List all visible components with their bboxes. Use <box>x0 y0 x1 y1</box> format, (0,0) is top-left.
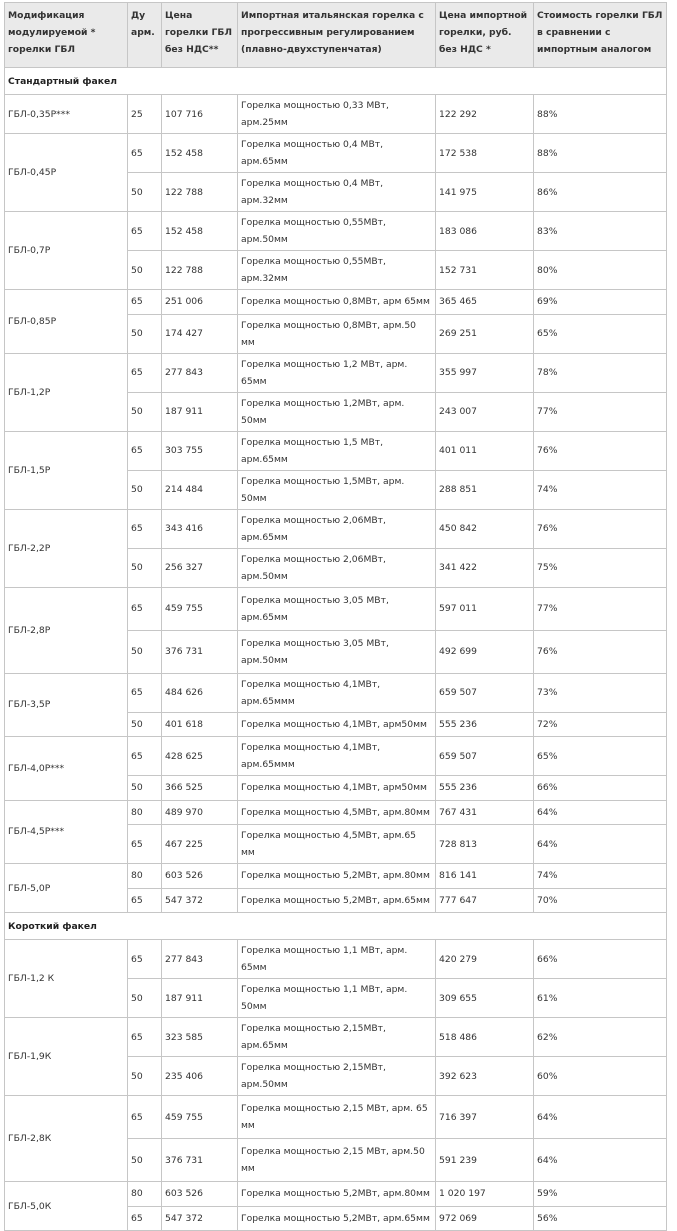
price-cell: 256 327 <box>162 548 238 587</box>
model-name-cell: ГБЛ-2,8К <box>5 1096 128 1182</box>
price-cell: 343 416 <box>162 509 238 548</box>
du-cell: 65 <box>128 1206 162 1231</box>
du-cell: 50 <box>128 314 162 353</box>
du-cell: 50 <box>128 1139 162 1182</box>
section-title: Стандартный факел <box>5 68 667 95</box>
import-price-cell: 659 507 <box>436 673 534 712</box>
section-title: Короткий факел <box>5 913 667 940</box>
ratio-cell: 70% <box>534 888 667 913</box>
ratio-cell: 83% <box>534 212 667 251</box>
du-cell: 65 <box>128 134 162 173</box>
ratio-cell: 78% <box>534 353 667 392</box>
price-cell: 547 372 <box>162 1206 238 1231</box>
table-row <box>5 940 667 979</box>
ratio-cell: 64% <box>534 1139 667 1182</box>
du-cell: 65 <box>128 353 162 392</box>
model-name-cell: ГБЛ-2,8Р <box>5 587 128 673</box>
analog-cell: Горелка мощностью 5,2МВт, арм.80мм <box>238 1182 436 1207</box>
import-price-cell: 309 655 <box>436 979 534 1018</box>
price-cell: 107 716 <box>162 95 238 134</box>
du-cell: 65 <box>128 1096 162 1139</box>
du-cell: 80 <box>128 800 162 825</box>
analog-cell: Горелка мощностью 0,4 МВт, арм.65мм <box>238 134 436 173</box>
price-cell: 401 618 <box>162 712 238 737</box>
analog-cell: Горелка мощностью 1,5 МВт, арм.65мм <box>238 431 436 470</box>
analog-cell: Горелка мощностью 3,05 МВт, арм.50мм <box>238 630 436 673</box>
analog-cell: Горелка мощностью 2,15МВт, арм.65мм <box>238 1018 436 1057</box>
du-cell: 50 <box>128 712 162 737</box>
analog-cell: Горелка мощностью 1,2МВт, арм. 50мм <box>238 392 436 431</box>
import-price-cell: 172 538 <box>436 134 534 173</box>
import-price-cell: 420 279 <box>436 940 534 979</box>
import-price-cell: 122 292 <box>436 95 534 134</box>
import-price-cell: 243 007 <box>436 392 534 431</box>
analog-cell: Горелка мощностью 0,33 МВт, арм.25мм <box>238 95 436 134</box>
ratio-cell: 65% <box>534 314 667 353</box>
du-cell: 65 <box>128 1018 162 1057</box>
analog-cell: Горелка мощностью 1,2 МВт, арм. 65мм <box>238 353 436 392</box>
import-price-cell: 288 851 <box>436 470 534 509</box>
du-cell: 65 <box>128 290 162 315</box>
price-cell: 603 526 <box>162 1182 238 1207</box>
import-price-cell: 492 699 <box>436 630 534 673</box>
du-cell: 65 <box>128 212 162 251</box>
ratio-cell: 76% <box>534 630 667 673</box>
analog-cell: Горелка мощностью 4,5МВт, арм.80мм <box>238 800 436 825</box>
analog-cell: Горелка мощностью 0,55МВт, арм.50мм <box>238 212 436 251</box>
du-cell: 65 <box>128 509 162 548</box>
price-cell: 459 755 <box>162 587 238 630</box>
du-cell: 65 <box>128 737 162 776</box>
import-price-cell: 518 486 <box>436 1018 534 1057</box>
header-price: Цена горелки ГБЛ без НДС** <box>162 3 238 68</box>
analog-cell: Горелка мощностью 2,15 МВт, арм. 65 мм <box>238 1096 436 1139</box>
ratio-cell: 62% <box>534 1018 667 1057</box>
ratio-cell: 61% <box>534 979 667 1018</box>
price-cell: 303 755 <box>162 431 238 470</box>
import-price-cell: 591 239 <box>436 1139 534 1182</box>
ratio-cell: 60% <box>534 1057 667 1096</box>
model-name-cell: ГБЛ-1,2 К <box>5 940 128 1018</box>
price-cell: 459 755 <box>162 1096 238 1139</box>
model-name-cell: ГБЛ-5,0К <box>5 1182 128 1231</box>
ratio-cell: 72% <box>534 712 667 737</box>
model-name-cell: ГБЛ-0,85Р <box>5 290 128 354</box>
price-cell: 376 731 <box>162 1139 238 1182</box>
price-cell: 152 458 <box>162 212 238 251</box>
ratio-cell: 80% <box>534 251 667 290</box>
analog-cell: Горелка мощностью 1,5МВт, арм. 50мм <box>238 470 436 509</box>
du-cell: 50 <box>128 470 162 509</box>
ratio-cell: 74% <box>534 864 667 889</box>
price-cell: 366 525 <box>162 776 238 801</box>
du-cell: 50 <box>128 776 162 801</box>
import-price-cell: 728 813 <box>436 825 534 864</box>
ratio-cell: 66% <box>534 940 667 979</box>
table-row <box>5 864 667 889</box>
analog-cell: Горелка мощностью 5,2МВт, арм.65мм <box>238 1206 436 1231</box>
du-cell: 80 <box>128 864 162 889</box>
model-name-cell: ГБЛ-0,7Р <box>5 212 128 290</box>
model-name-cell: ГБЛ-0,45Р <box>5 134 128 212</box>
du-cell: 65 <box>128 940 162 979</box>
import-price-cell: 555 236 <box>436 712 534 737</box>
analog-cell: Горелка мощностью 2,15 МВт, арм.50 мм <box>238 1139 436 1182</box>
analog-cell: Горелка мощностью 4,1МВт, арм.65ммм <box>238 673 436 712</box>
du-cell: 50 <box>128 548 162 587</box>
ratio-cell: 76% <box>534 509 667 548</box>
ratio-cell: 77% <box>534 587 667 630</box>
import-price-cell: 269 251 <box>436 314 534 353</box>
import-price-cell: 777 647 <box>436 888 534 913</box>
section-row <box>5 68 667 95</box>
table-body <box>5 68 667 1231</box>
import-price-cell: 816 141 <box>436 864 534 889</box>
price-cell: 467 225 <box>162 825 238 864</box>
model-name-cell: ГБЛ-4,0Р*** <box>5 737 128 801</box>
model-name-cell: ГБЛ-5,0Р <box>5 864 128 913</box>
model-name-cell: ГБЛ-3,5Р <box>5 673 128 737</box>
ratio-cell: 73% <box>534 673 667 712</box>
header-import-price: Цена импортной горелки, руб. без НДС * <box>436 3 534 68</box>
analog-cell: Горелка мощностью 1,1 МВт, арм. 50мм <box>238 979 436 1018</box>
table-row <box>5 587 667 630</box>
du-cell: 25 <box>128 95 162 134</box>
header-model: Модификация модулируемой * горелки ГБЛ <box>5 3 128 68</box>
ratio-cell: 65% <box>534 737 667 776</box>
model-name-cell: ГБЛ-2,2Р <box>5 509 128 587</box>
analog-cell: Горелка мощностью 4,1МВт, арм50мм <box>238 712 436 737</box>
ratio-cell: 56% <box>534 1206 667 1231</box>
analog-cell: Горелка мощностью 5,2МВт, арм.65мм <box>238 888 436 913</box>
ratio-cell: 69% <box>534 290 667 315</box>
ratio-cell: 66% <box>534 776 667 801</box>
price-cell: 489 970 <box>162 800 238 825</box>
du-cell: 65 <box>128 587 162 630</box>
import-price-cell: 555 236 <box>436 776 534 801</box>
price-cell: 277 843 <box>162 940 238 979</box>
ratio-cell: 64% <box>534 1096 667 1139</box>
ratio-cell: 74% <box>534 470 667 509</box>
price-cell: 187 911 <box>162 392 238 431</box>
du-cell: 50 <box>128 979 162 1018</box>
price-cell: 376 731 <box>162 630 238 673</box>
price-cell: 214 484 <box>162 470 238 509</box>
table-row <box>5 1182 667 1207</box>
import-price-cell: 450 842 <box>436 509 534 548</box>
analog-cell: Горелка мощностью 0,4 МВт, арм.32мм <box>238 173 436 212</box>
import-price-cell: 341 422 <box>436 548 534 587</box>
model-name-cell: ГБЛ-0,35Р*** <box>5 95 128 134</box>
import-price-cell: 1 020 197 <box>436 1182 534 1207</box>
import-price-cell: 392 623 <box>436 1057 534 1096</box>
price-cell: 122 788 <box>162 251 238 290</box>
import-price-cell: 972 069 <box>436 1206 534 1231</box>
price-cell: 323 585 <box>162 1018 238 1057</box>
du-cell: 65 <box>128 888 162 913</box>
table-row <box>5 134 667 173</box>
ratio-cell: 88% <box>534 95 667 134</box>
model-name-cell: ГБЛ-1,2Р <box>5 353 128 431</box>
price-cell: 251 006 <box>162 290 238 315</box>
price-cell: 428 625 <box>162 737 238 776</box>
header-ratio: Стоимость горелки ГБЛ в сравнении с импортным аналогом <box>534 3 667 68</box>
model-name-cell: ГБЛ-1,9К <box>5 1018 128 1096</box>
price-cell: 235 406 <box>162 1057 238 1096</box>
analog-cell: Горелка мощностью 0,8МВт, арм.50 мм <box>238 314 436 353</box>
header-analog: Импортная итальянская горелка с прогрессивным регулированием (плавно-двухступенчатая) <box>238 3 436 68</box>
table-row <box>5 431 667 470</box>
price-cell: 484 626 <box>162 673 238 712</box>
price-cell: 603 526 <box>162 864 238 889</box>
header-du: Ду арм. <box>128 3 162 68</box>
table-row <box>5 509 667 548</box>
price-cell: 122 788 <box>162 173 238 212</box>
table-row <box>5 353 667 392</box>
table-row <box>5 290 667 315</box>
du-cell: 50 <box>128 630 162 673</box>
ratio-cell: 75% <box>534 548 667 587</box>
import-price-cell: 767 431 <box>436 800 534 825</box>
du-cell: 80 <box>128 1182 162 1207</box>
du-cell: 65 <box>128 431 162 470</box>
table-row <box>5 673 667 712</box>
import-price-cell: 152 731 <box>436 251 534 290</box>
ratio-cell: 59% <box>534 1182 667 1207</box>
ratio-cell: 88% <box>534 134 667 173</box>
analog-cell: Горелка мощностью 0,8МВт, арм 65мм <box>238 290 436 315</box>
import-price-cell: 355 997 <box>436 353 534 392</box>
analog-cell: Горелка мощностью 2,06МВт, арм.50мм <box>238 548 436 587</box>
import-price-cell: 183 086 <box>436 212 534 251</box>
table-row <box>5 95 667 134</box>
analog-cell: Горелка мощностью 2,06МВт, арм.65мм <box>238 509 436 548</box>
du-cell: 65 <box>128 673 162 712</box>
import-price-cell: 141 975 <box>436 173 534 212</box>
section-row <box>5 913 667 940</box>
du-cell: 50 <box>128 173 162 212</box>
import-price-cell: 365 465 <box>436 290 534 315</box>
table-row <box>5 737 667 776</box>
import-price-cell: 401 011 <box>436 431 534 470</box>
header-row <box>5 3 667 68</box>
model-name-cell: ГБЛ-4,5Р*** <box>5 800 128 864</box>
ratio-cell: 77% <box>534 392 667 431</box>
ratio-cell: 64% <box>534 825 667 864</box>
analog-cell: Горелка мощностью 4,1МВт, арм.65ммм <box>238 737 436 776</box>
du-cell: 50 <box>128 392 162 431</box>
table-row <box>5 212 667 251</box>
import-price-cell: 659 507 <box>436 737 534 776</box>
table-row <box>5 1018 667 1057</box>
analog-cell: Горелка мощностью 4,5МВт, арм.65 мм <box>238 825 436 864</box>
analog-cell: Горелка мощностью 3,05 МВт, арм.65мм <box>238 587 436 630</box>
ratio-cell: 64% <box>534 800 667 825</box>
price-cell: 547 372 <box>162 888 238 913</box>
price-cell: 174 427 <box>162 314 238 353</box>
du-cell: 65 <box>128 825 162 864</box>
analog-cell: Горелка мощностью 4,1МВт, арм50мм <box>238 776 436 801</box>
model-name-cell: ГБЛ-1,5Р <box>5 431 128 509</box>
analog-cell: Горелка мощностью 5,2МВт, арм.80мм <box>238 864 436 889</box>
du-cell: 50 <box>128 251 162 290</box>
import-price-cell: 597 011 <box>436 587 534 630</box>
table-row <box>5 1096 667 1139</box>
ratio-cell: 76% <box>534 431 667 470</box>
du-cell: 50 <box>128 1057 162 1096</box>
price-cell: 187 911 <box>162 979 238 1018</box>
analog-cell: Горелка мощностью 2,15МВт, арм.50мм <box>238 1057 436 1096</box>
ratio-cell: 86% <box>534 173 667 212</box>
table-row <box>5 800 667 825</box>
analog-cell: Горелка мощностью 1,1 МВт, арм. 65мм <box>238 940 436 979</box>
import-price-cell: 716 397 <box>436 1096 534 1139</box>
price-comparison-table <box>4 2 667 1231</box>
price-cell: 277 843 <box>162 353 238 392</box>
price-cell: 152 458 <box>162 134 238 173</box>
analog-cell: Горелка мощностью 0,55МВт, арм.32мм <box>238 251 436 290</box>
